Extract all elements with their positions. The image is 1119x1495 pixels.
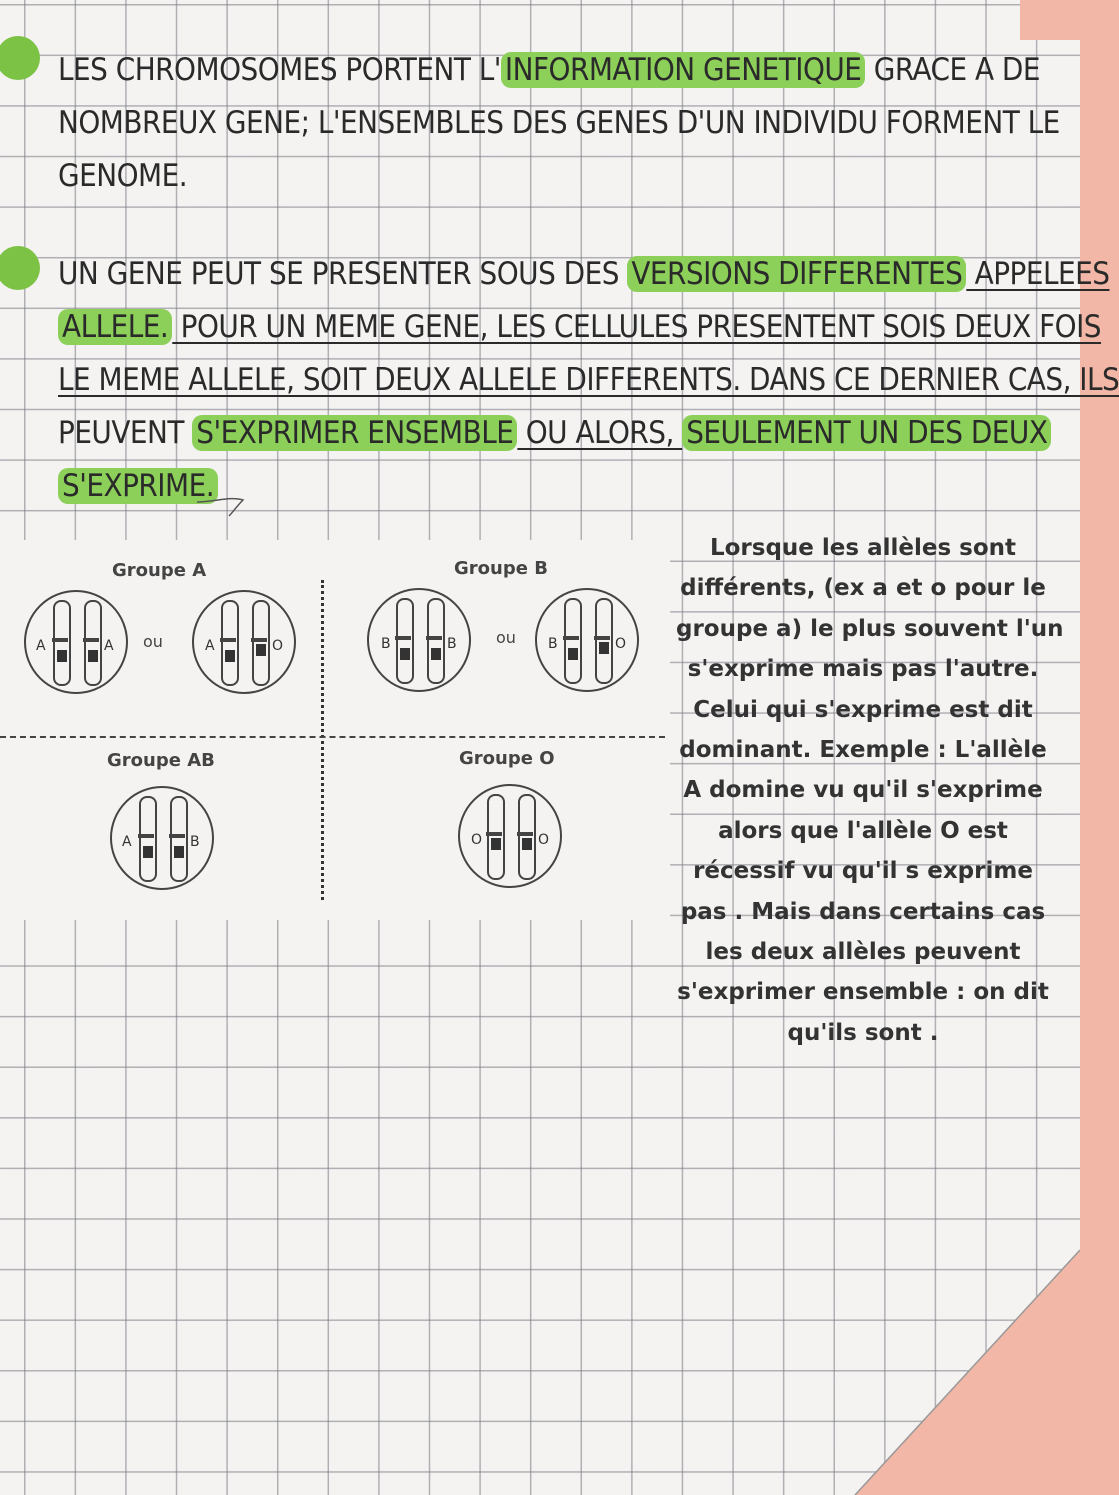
para2-line-2: ALLELE. POUR UN MEME GENE, LES CELLULES PRESENTENT SOIS DEUX FOIS	[58, 301, 1048, 354]
group-a-or: ou	[143, 632, 163, 651]
allele-label: B	[447, 636, 457, 652]
group-o-title: Groupe O	[459, 748, 555, 769]
highlight-seulement-un: SEULEMENT UN DES DEUX	[682, 415, 1051, 451]
highlight-allele: ALLELE.	[58, 309, 172, 345]
group-a-title: Groupe A	[112, 560, 207, 581]
para1-line-2: NOMBREUX GENE; L'ENSEMBLES DES GENES D'UN INDIVIDU FORMENT LE	[58, 105, 1060, 141]
cell-group-o	[458, 784, 562, 888]
note-line: Celui qui s'exprime est dit	[693, 696, 1033, 723]
paragraph-chromosomes	[58, 44, 1060, 203]
cell-group-ab	[110, 786, 214, 890]
note-line: pas . Mais dans certains cas	[680, 898, 1046, 925]
note-line: différents, (ex a et o pour le	[680, 575, 1046, 602]
vertical-divider	[321, 580, 324, 900]
allele-label: A	[205, 638, 215, 654]
allele-label: O	[538, 832, 550, 848]
group-ab-title: Groupe AB	[107, 750, 215, 771]
paragraph-gene-alleles	[58, 248, 1119, 513]
corner-background	[1020, 0, 1080, 40]
cell-group-b-bb	[367, 588, 471, 692]
allele-label: O	[471, 832, 483, 848]
note-line: s'exprime mais pas l'autre.	[687, 656, 1039, 683]
allele-label: B	[548, 636, 558, 652]
allele-label: O	[272, 638, 284, 654]
note-line: qu'ils sont .	[787, 1019, 939, 1046]
allele-label: B	[381, 636, 391, 652]
note-line: A domine vu qu'il s'exprime	[683, 777, 1043, 804]
highlight-s-exprime: S'EXPRIME.	[58, 468, 218, 504]
allele-label: A	[122, 834, 132, 850]
horizontal-divider	[0, 736, 665, 738]
cell-group-a-aa	[24, 590, 128, 694]
note-line: les deux allèles peuvent	[705, 939, 1021, 966]
group-b-title: Groupe B	[454, 558, 548, 579]
para2-line-3: LE MEME ALLELE, SOIT DEUX ALLELE DIFFERENTS. DANS CE DERNIER CAS, ILS	[58, 362, 1119, 398]
allele-label: B	[190, 834, 200, 850]
para2-line-1: UN GENE PEUT SE PRESENTER SOUS DES VERSIONS DIFFERENTES APPELEES	[58, 256, 1110, 292]
note-line: alors que l'allèle O est	[718, 817, 1008, 844]
allele-label: A	[104, 638, 114, 654]
note-line: récessif vu qu'il s exprime	[693, 858, 1033, 885]
para1-line-1: LES CHROMOSOMES PORTENT L' INFORMATION GENETIQUE GRACE A DE	[58, 52, 1041, 88]
para1-line-3: GENOME.	[58, 158, 188, 194]
note-line: dominant. Exemple : L'allèle	[679, 737, 1047, 764]
para2-line-4: PEUVENT S'EXPRIMER ENSEMBLE OU ALORS, SEULEMENT UN DES DEUX	[58, 407, 1048, 460]
allele-label: O	[615, 636, 627, 652]
dominance-note	[676, 528, 1064, 1053]
group-b-or: ou	[496, 628, 516, 647]
highlight-versions-differentes: VERSIONS DIFFERENTES	[627, 256, 966, 292]
note-line: groupe a) le plus souvent l'un	[676, 615, 1064, 642]
note-line: s'exprimer ensemble : on dit	[677, 979, 1049, 1006]
cell-group-a-ao	[192, 590, 296, 694]
note-line: Lorsque les allèles sont	[709, 535, 1017, 561]
arrow-doodle	[195, 488, 255, 518]
highlight-exprimer-ensemble: S'EXPRIMER ENSEMBLE	[192, 415, 517, 451]
cell-group-b-bo	[535, 588, 639, 692]
allele-label: A	[36, 638, 46, 654]
highlight-information-genetique: INFORMATION GENETIQUE	[501, 52, 866, 88]
blood-group-diagram	[0, 540, 670, 920]
